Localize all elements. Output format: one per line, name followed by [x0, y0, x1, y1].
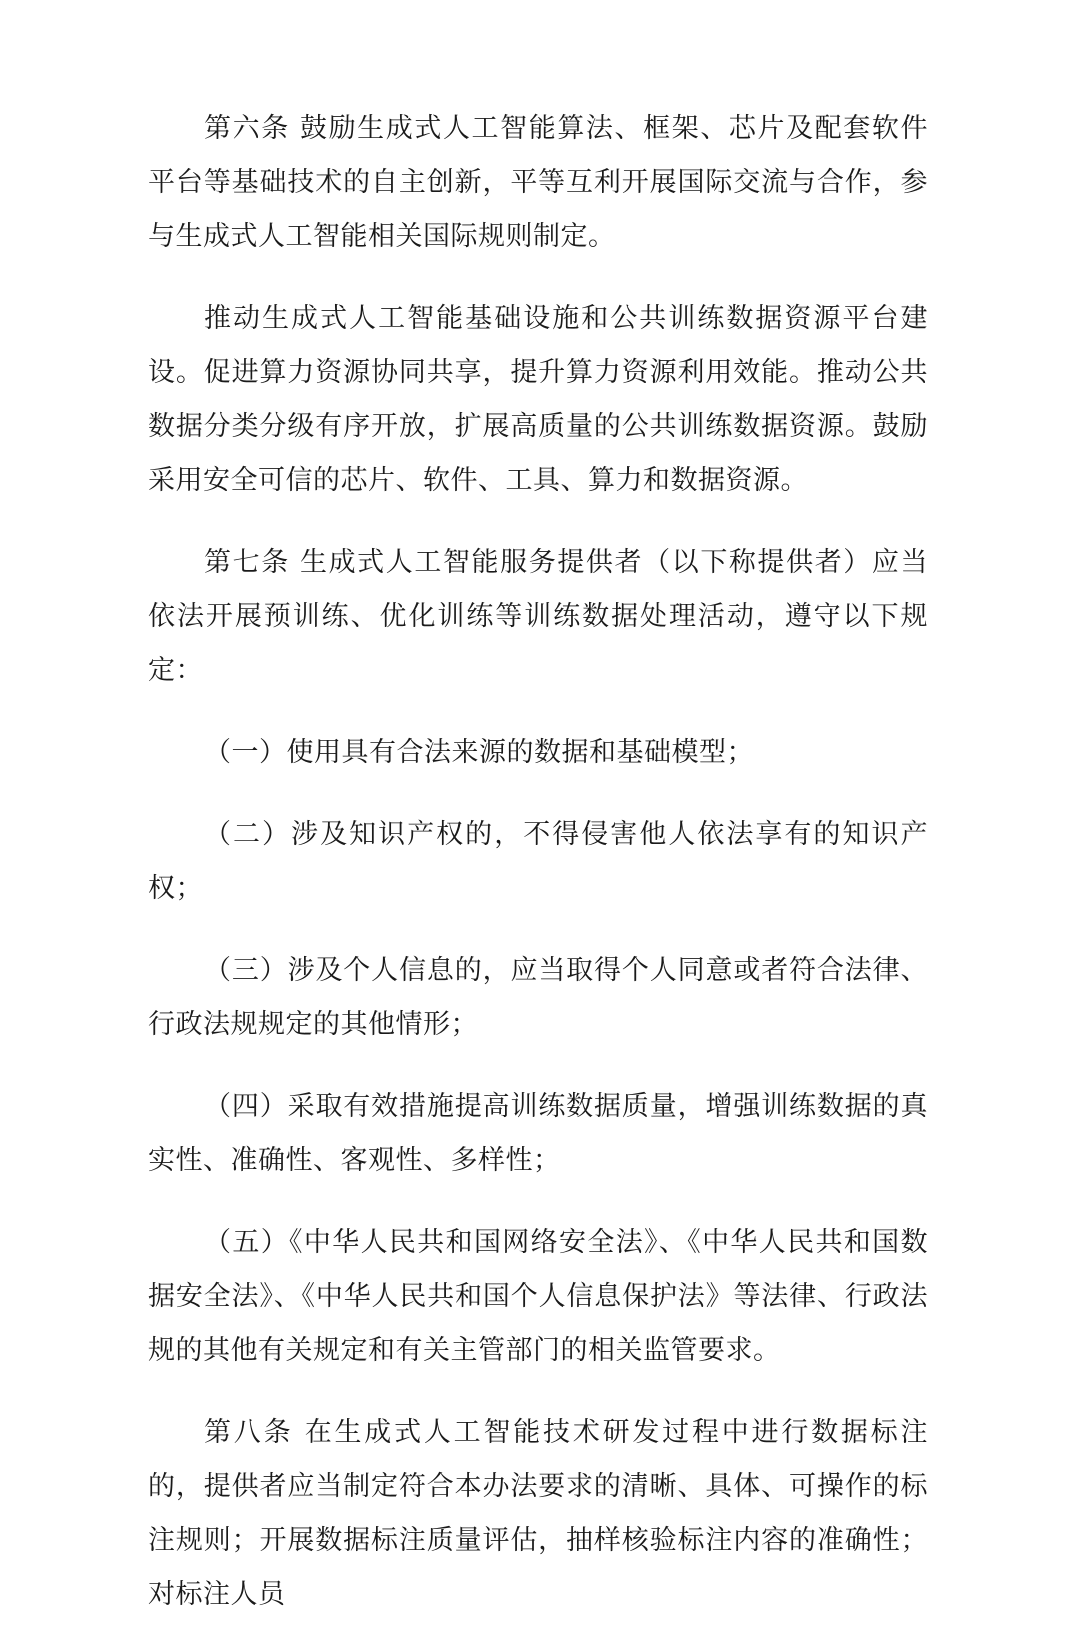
paragraph-article-8: 第八条 在生成式人工智能技术研发过程中进行数据标注的，提供者应当制定符合本办法要求的清晰、具体、可操作的标注规则；开展数据标注质量评估，抽样核验标注内容的准确性；对标注人员: [148, 1417, 928, 1610]
paragraph-item-5: （五）《中华人民共和国网络安全法》、《中华人民共和国数据安全法》、《中华人民共和国个人信息保护法》等法律、行政法规的其他有关规定和有关主管部门的相关监管要求。: [148, 1227, 928, 1366]
paragraph-article-6: 第六条 鼓励生成式人工智能算法、框架、芯片及配套软件平台等基础技术的自主创新，平等互利开展国际交流与合作，参与生成式人工智能相关国际规则制定。: [148, 113, 928, 252]
paragraph-infrastructure: 推动生成式人工智能基础设施和公共训练数据资源平台建设。促进算力资源协同共享，提升算力资源利用效能。推动公共数据分类分级有序开放，扩展高质量的公共训练数据资源。鼓励采用安全可信的芯片、软件、工具、算力和数据资源。: [148, 303, 928, 496]
paragraph-article-7: 第七条 生成式人工智能服务提供者（以下称提供者）应当依法开展预训练、优化训练等训练数据处理活动，遵守以下规定：: [148, 547, 928, 686]
paragraph-item-3: （三）涉及个人信息的，应当取得个人同意或者符合法律、行政法规规定的其他情形；: [148, 955, 928, 1040]
paragraph-item-2: （二）涉及知识产权的，不得侵害他人依法享有的知识产权；: [148, 819, 928, 904]
paragraph-item-1: （一）使用具有合法来源的数据和基础模型；: [204, 737, 754, 768]
paragraph-item-4: （四）采取有效措施提高训练数据质量，增强训练数据的真实性、准确性、客观性、多样性；: [148, 1091, 928, 1176]
document-body: [148, 102, 928, 1650]
